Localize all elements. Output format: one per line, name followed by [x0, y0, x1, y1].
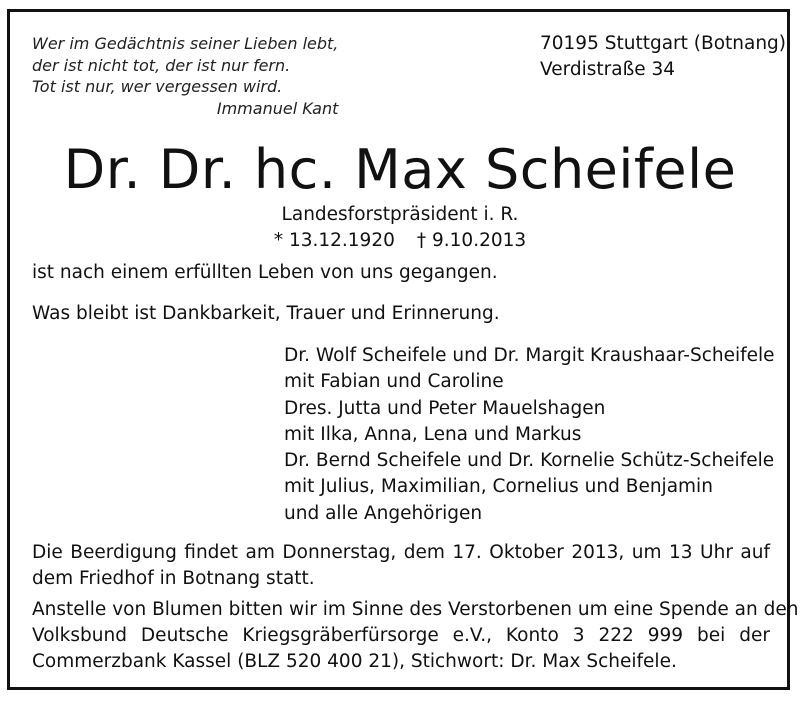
mourner-line: mit Julius, Maximilian, Cornelius und Benjamin — [284, 476, 713, 498]
epigraph-quote — [32, 33, 338, 119]
deceased-name: Dr. Dr. hc. Max Scheifele — [63, 138, 737, 201]
funeral-line: dem Friedhof in Botnang statt. — [32, 568, 315, 589]
remains-text: Was bleibt ist Dankbarkeit, Trauer und Erinnerung. — [32, 303, 500, 324]
funeral-line: Die Beerdigung findet am Donnerstag, dem 17. Oktober 2013, um 13 Uhr auf — [32, 542, 770, 563]
quote-line: Tot ist nur, wer vergessen wird. — [32, 77, 283, 96]
mourner-line: Dr. Bernd Scheifele und Dr. Kornelie Schütz-Scheifele — [284, 450, 775, 472]
birth-date: * 13.12.1920 — [273, 230, 395, 251]
donation-line: Anstelle von Blumen bitten wir im Sinne des Verstorbenen um eine Spende an den — [32, 599, 799, 620]
life-dates — [0, 228, 800, 254]
donation-line: Commerzbank Kassel (BLZ 520 400 21), Stichwort: Dr. Max Scheifele. — [32, 651, 677, 672]
funeral-info — [32, 540, 770, 592]
mourner-line: Dres. Jutta und Peter Mauelshagen — [284, 397, 606, 419]
quote-line: Wer im Gedächtnis seiner Lieben lebt, — [32, 34, 339, 53]
donation-line: Volksbund Deutsche Kriegsgräberfürsorge e.V., Konto 3 222 999 bei der — [32, 625, 770, 646]
death-date: † 9.10.2013 — [416, 230, 527, 251]
mourner-line: Dr. Wolf Scheifele und Dr. Margit Kraushaar-Scheifele — [284, 345, 775, 366]
family-address — [540, 31, 786, 83]
passed-away-text: ist nach einem erfüllten Leben von uns gegangen. — [32, 262, 498, 283]
address-city: 70195 Stuttgart (Botnang) — [540, 33, 787, 54]
donation-request — [32, 597, 799, 675]
mourners-list — [284, 343, 775, 527]
mourner-line: mit Ilka, Anna, Lena und Markus — [284, 423, 582, 445]
deceased-title: Landesforstpräsident i. R. — [281, 204, 519, 225]
mourner-line: und alle Angehörigen — [284, 502, 483, 524]
quote-author: Immanuel Kant — [216, 98, 339, 118]
address-street: Verdistraße 34 — [540, 59, 676, 80]
mourner-line: mit Fabian und Caroline — [284, 371, 504, 393]
quote-line: der ist nicht tot, der ist nur fern. — [32, 55, 291, 75]
